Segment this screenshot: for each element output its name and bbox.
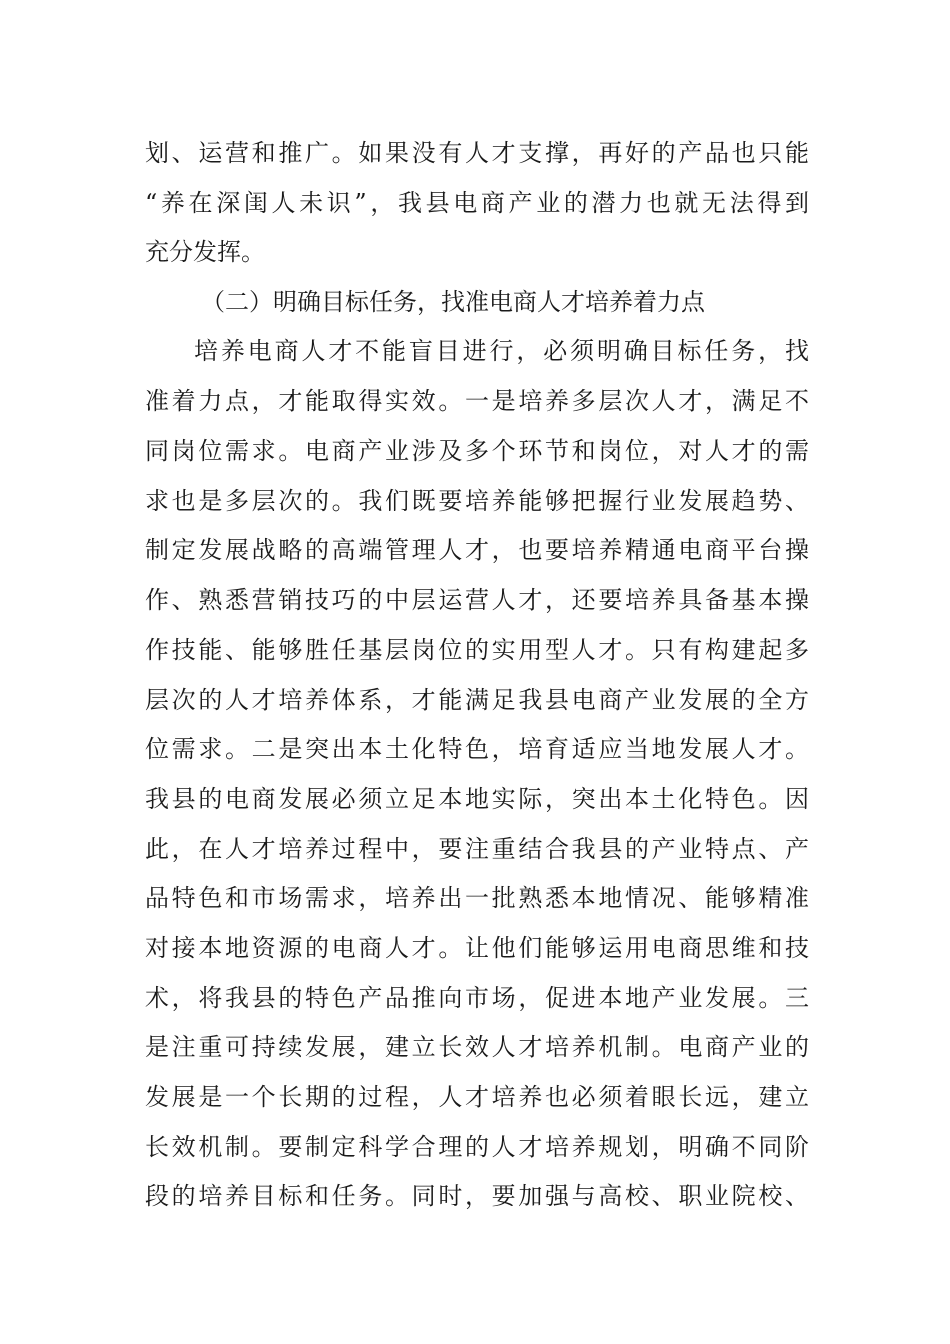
text-line: 段的培养目标和任务。同时，要加强与高校、职业院校、 [145, 1182, 809, 1210]
text-line: 同岗位需求。电商产业涉及多个环节和岗位，对人才的需 [145, 437, 809, 465]
text-line: 长效机制。要制定科学合理的人才培养规划，明确不同阶 [145, 1133, 809, 1161]
text-line: 我县的电商发展必须立足本地实际，突出本土化特色。因 [145, 785, 809, 813]
text-line: 作、熟悉营销技巧的中层运营人才，还要培养具备基本操 [145, 586, 809, 614]
text-line: 术，将我县的特色产品推向市场，促进本地产业发展。三 [145, 984, 809, 1012]
section-heading: （二）明确目标任务，找准电商人才培养着力点 [201, 288, 705, 316]
text-line: 划、运营和推广。如果没有人才支撑，再好的产品也只能 [145, 139, 809, 167]
text-line: 位需求。二是突出本土化特色，培育适应当地发展人才。 [145, 735, 809, 763]
text-line: 发展是一个长期的过程，人才培养也必须着眼长远，建立 [145, 1083, 809, 1111]
text-line: 充分发挥。 [145, 238, 265, 266]
text-line: 此，在人才培养过程中，要注重结合我县的产业特点、产 [145, 835, 809, 863]
text-line: 准着力点，才能取得实效。一是培养多层次人才，满足不 [145, 387, 809, 415]
text-line: 对接本地资源的电商人才。让他们能够运用电商思维和技 [145, 934, 809, 962]
text-line: 制定发展战略的高端管理人才，也要培养精通电商平台操 [145, 536, 809, 564]
text-line: 是注重可持续发展，建立长效人才培养机制。电商产业的 [145, 1033, 809, 1061]
text-line: 培养电商人才不能盲目进行，必须明确目标任务，找 [194, 337, 809, 365]
text-line: 求也是多层次的。我们既要培养能够把握行业发展趋势、 [145, 487, 809, 515]
text-line: 作技能、能够胜任基层岗位的实用型人才。只有构建起多 [145, 636, 809, 664]
text-line: “养在深闺人未识”，我县电商产业的潜力也就无法得到 [145, 189, 809, 217]
text-line: 层次的人才培养体系，才能满足我县电商产业发展的全方 [145, 686, 809, 714]
text-line: 品特色和市场需求，培养出一批熟悉本地情况、能够精准 [145, 884, 809, 912]
